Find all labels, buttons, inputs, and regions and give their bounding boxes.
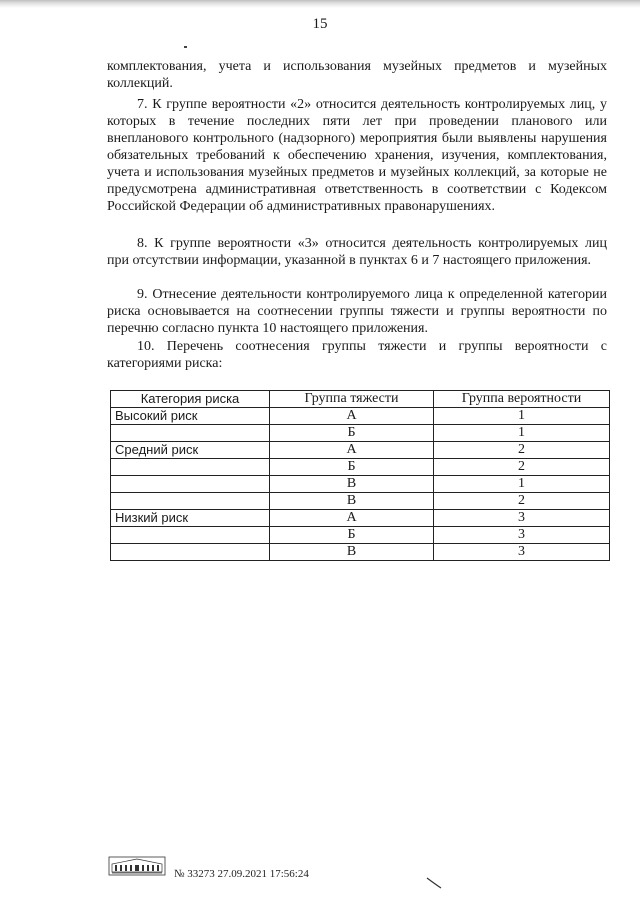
page-number: 15 (312, 16, 328, 32)
table-row (111, 544, 610, 561)
cell-severity: В (270, 476, 434, 493)
table-row (111, 493, 610, 510)
table-row (111, 476, 610, 493)
table-row (111, 510, 610, 527)
paragraph-9: 9. Отнесение деятельности контролируемого лица к определенной категории риска основывается на соотнесении группы тяжести и группы вероятности по перечню согласно пункта 10 настоящего приложения. (107, 287, 607, 336)
pen-mark-icon (426, 876, 442, 890)
header-severity: Группа тяжести (270, 391, 434, 408)
paragraph-8: 8. К группе вероятности «3» относится деятельность контролируемых лиц при отсутствии информации, указанной в пунктах 6 и 7 настоящего приложения. (107, 236, 607, 268)
cell-category (111, 476, 270, 493)
cell-probability: 3 (434, 544, 610, 561)
risk-category-table (110, 390, 610, 561)
cell-category (111, 527, 270, 544)
cell-category (111, 425, 270, 442)
cell-severity: А (270, 510, 434, 527)
table-row (111, 442, 610, 459)
table-row (111, 425, 610, 442)
scan-edge (0, 0, 640, 8)
cell-probability: 2 (434, 493, 610, 510)
scan-speck (184, 46, 187, 48)
cell-severity: А (270, 442, 434, 459)
cell-category (111, 493, 270, 510)
paragraph-10: 10. Перечень соотнесения группы тяжести и группы вероятности с категориями риска: (107, 339, 607, 371)
cell-probability: 2 (434, 442, 610, 459)
cell-severity: В (270, 493, 434, 510)
cell-category (111, 544, 270, 561)
header-probability: Группа вероятности (434, 391, 610, 408)
registration-number: № 33273 27.09.2021 17:56:24 (174, 868, 309, 880)
cell-probability: 3 (434, 510, 610, 527)
table-header-row (111, 391, 610, 408)
cell-probability: 1 (434, 476, 610, 493)
cell-severity: В (270, 544, 434, 561)
cell-severity: А (270, 408, 434, 425)
cell-severity: Б (270, 425, 434, 442)
cell-probability: 3 (434, 527, 610, 544)
registry-stamp-icon (108, 856, 166, 876)
cell-severity: Б (270, 459, 434, 476)
cell-probability: 1 (434, 425, 610, 442)
table-row (111, 459, 610, 476)
paragraph-7: 7. К группе вероятности «2» относится деятельность контролируемых лиц, у которых в течение последних пяти лет при проведении планового или внепланового контрольного (надзорного) мероприятия были выявлены нарушения обязательных требований к обеспечению хранения, изучения, комплектования, учета и использования музейных предметов и музейных коллекций, за которые не предусмотрена административная ответственность в соответствии с Кодексом Российской Федерации об административных правонарушениях. (107, 97, 607, 214)
cell-category: Высокий риск (111, 408, 270, 425)
cell-category (111, 459, 270, 476)
cell-severity: Б (270, 527, 434, 544)
cell-category: Низкий риск (111, 510, 270, 527)
table-row (111, 408, 610, 425)
cell-probability: 1 (434, 408, 610, 425)
header-category: Категория риска (111, 391, 270, 408)
cell-probability: 2 (434, 459, 610, 476)
table-row (111, 527, 610, 544)
paragraph-continuation: комплектования, учета и использования музейных предметов и музейных коллекций. (107, 59, 607, 91)
cell-category: Средний риск (111, 442, 270, 459)
